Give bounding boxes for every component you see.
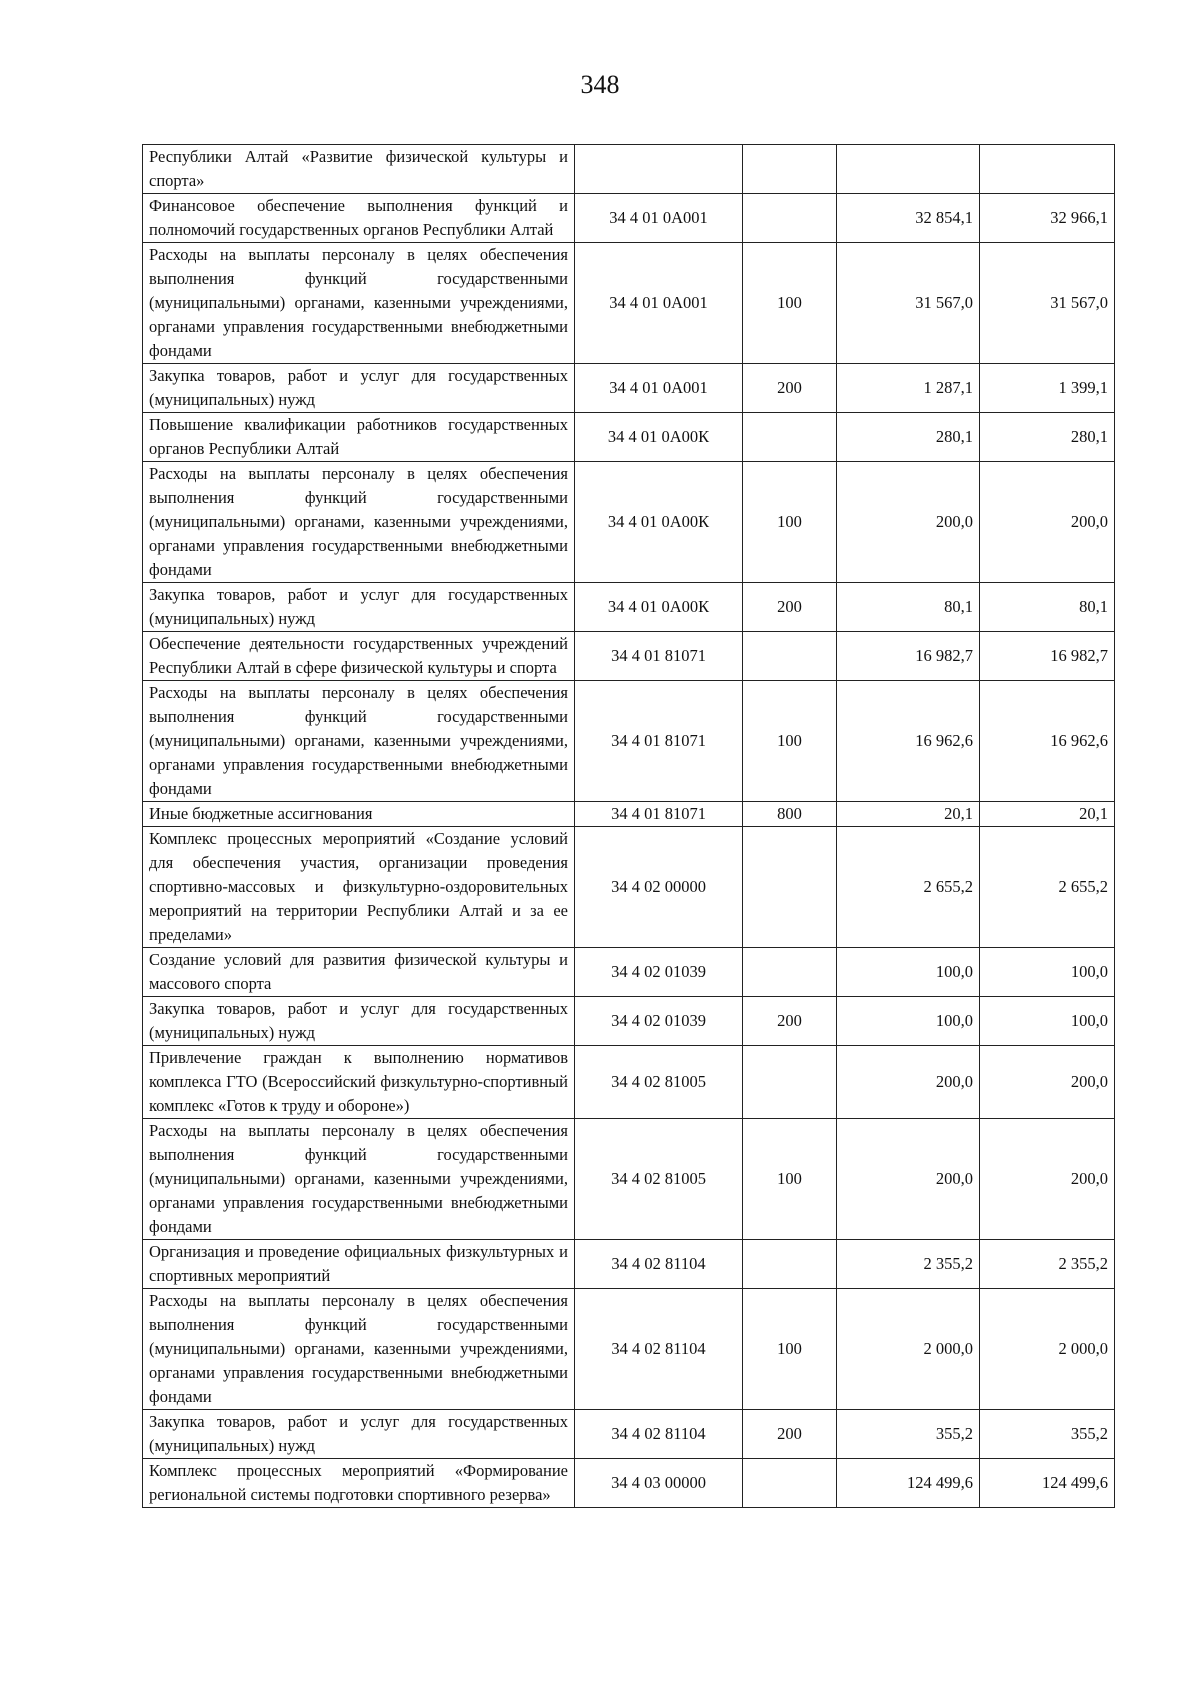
row-code-cell: 34 4 03 00000 xyxy=(575,1459,743,1508)
row-name-cell: Республики Алтай «Развитие физической культуры и спорта» xyxy=(143,145,575,194)
row-amount-1-cell: 16 982,7 xyxy=(837,632,980,681)
row-amount-1-cell: 280,1 xyxy=(837,413,980,462)
row-amount-2-cell: 2 000,0 xyxy=(980,1289,1115,1410)
table-row xyxy=(143,997,1115,1046)
row-amount-2-cell: 16 982,7 xyxy=(980,632,1115,681)
row-amount-2-cell: 2 655,2 xyxy=(980,827,1115,948)
row-amount-1-cell: 355,2 xyxy=(837,1410,980,1459)
row-code-cell: 34 4 01 0А001 xyxy=(575,243,743,364)
row-amount-2-cell: 1 399,1 xyxy=(980,364,1115,413)
row-expense-type-cell xyxy=(743,1240,837,1289)
row-code-cell: 34 4 01 81071 xyxy=(575,681,743,802)
row-amount-2-cell: 200,0 xyxy=(980,1046,1115,1119)
row-code-cell: 34 4 02 81104 xyxy=(575,1289,743,1410)
row-code-cell: 34 4 02 81005 xyxy=(575,1046,743,1119)
row-code-cell: 34 4 02 00000 xyxy=(575,827,743,948)
table-row xyxy=(143,632,1115,681)
row-expense-type-cell xyxy=(743,827,837,948)
row-code-cell: 34 4 02 01039 xyxy=(575,948,743,997)
row-amount-1-cell: 100,0 xyxy=(837,948,980,997)
row-name-cell: Обеспечение деятельности государственных учреждений Республики Алтай в сфере физической культуры и спорта xyxy=(143,632,575,681)
row-name-cell: Создание условий для развития физической культуры и массового спорта xyxy=(143,948,575,997)
row-code-cell: 34 4 02 01039 xyxy=(575,997,743,1046)
table-row xyxy=(143,413,1115,462)
row-amount-1-cell: 31 567,0 xyxy=(837,243,980,364)
row-name-cell: Финансовое обеспечение выполнения функций и полномочий государственных органов Республики Алтай xyxy=(143,194,575,243)
row-expense-type-cell xyxy=(743,194,837,243)
row-name-cell: Расходы на выплаты персоналу в целях обеспечения выполнения функций государственными (муниципальными) органами, казенными учреждениями, органами управления государственными внебюджетными фондами xyxy=(143,1289,575,1410)
row-name-cell: Расходы на выплаты персоналу в целях обеспечения выполнения функций государственными (муниципальными) органами, казенными учреждениями, органами управления государственными внебюджетными фондами xyxy=(143,681,575,802)
row-amount-2-cell: 20,1 xyxy=(980,802,1115,827)
table-row xyxy=(143,364,1115,413)
row-name-cell: Организация и проведение официальных физкультурных и спортивных мероприятий xyxy=(143,1240,575,1289)
table-row xyxy=(143,145,1115,194)
row-name-cell: Закупка товаров, работ и услуг для государственных (муниципальных) нужд xyxy=(143,997,575,1046)
row-name-cell: Расходы на выплаты персоналу в целях обеспечения выполнения функций государственными (муниципальными) органами, казенными учреждениями, органами управления государственными внебюджетными фондами xyxy=(143,243,575,364)
row-amount-1-cell: 200,0 xyxy=(837,1046,980,1119)
table-row xyxy=(143,1119,1115,1240)
row-expense-type-cell: 100 xyxy=(743,1289,837,1410)
row-name-cell: Расходы на выплаты персоналу в целях обеспечения выполнения функций государственными (муниципальными) органами, казенными учреждениями, органами управления государственными внебюджетными фондами xyxy=(143,1119,575,1240)
row-code-cell: 34 4 01 81071 xyxy=(575,802,743,827)
row-amount-2-cell: 124 499,6 xyxy=(980,1459,1115,1508)
table-row xyxy=(143,462,1115,583)
page-number: 348 xyxy=(580,70,620,99)
row-amount-2-cell: 80,1 xyxy=(980,583,1115,632)
row-amount-1-cell: 20,1 xyxy=(837,802,980,827)
row-name-cell: Закупка товаров, работ и услуг для государственных (муниципальных) нужд xyxy=(143,583,575,632)
row-amount-1-cell: 16 962,6 xyxy=(837,681,980,802)
row-amount-1-cell: 200,0 xyxy=(837,462,980,583)
budget-table-body xyxy=(143,145,1115,1508)
row-amount-1-cell: 200,0 xyxy=(837,1119,980,1240)
row-expense-type-cell: 100 xyxy=(743,462,837,583)
table-row xyxy=(143,827,1115,948)
row-expense-type-cell: 200 xyxy=(743,1410,837,1459)
row-amount-1-cell: 2 655,2 xyxy=(837,827,980,948)
table-row xyxy=(143,802,1115,827)
row-amount-1-cell xyxy=(837,145,980,194)
row-expense-type-cell: 200 xyxy=(743,997,837,1046)
row-code-cell: 34 4 01 0А00К xyxy=(575,583,743,632)
table-row xyxy=(143,1046,1115,1119)
table-row xyxy=(143,681,1115,802)
row-amount-2-cell: 32 966,1 xyxy=(980,194,1115,243)
table-row xyxy=(143,1410,1115,1459)
row-name-cell: Повышение квалификации работников государственных органов Республики Алтай xyxy=(143,413,575,462)
row-amount-2-cell: 100,0 xyxy=(980,997,1115,1046)
row-amount-2-cell: 280,1 xyxy=(980,413,1115,462)
row-amount-2-cell: 355,2 xyxy=(980,1410,1115,1459)
table-row xyxy=(143,1240,1115,1289)
row-amount-2-cell: 16 962,6 xyxy=(980,681,1115,802)
row-expense-type-cell: 100 xyxy=(743,1119,837,1240)
row-code-cell: 34 4 02 81104 xyxy=(575,1410,743,1459)
row-amount-2-cell: 200,0 xyxy=(980,462,1115,583)
budget-table xyxy=(142,144,1115,1508)
row-amount-2-cell: 31 567,0 xyxy=(980,243,1115,364)
row-amount-1-cell: 32 854,1 xyxy=(837,194,980,243)
row-expense-type-cell: 100 xyxy=(743,681,837,802)
row-name-cell: Комплекс процессных мероприятий «Формирование региональной системы подготовки спортивного резерва» xyxy=(143,1459,575,1508)
row-name-cell: Закупка товаров, работ и услуг для государственных (муниципальных) нужд xyxy=(143,1410,575,1459)
row-amount-1-cell: 2 000,0 xyxy=(837,1289,980,1410)
row-expense-type-cell xyxy=(743,413,837,462)
row-name-cell: Расходы на выплаты персоналу в целях обеспечения выполнения функций государственными (муниципальными) органами, казенными учреждениями, органами управления государственными внебюджетными фондами xyxy=(143,462,575,583)
row-expense-type-cell xyxy=(743,145,837,194)
row-name-cell: Привлечение граждан к выполнению нормативов комплекса ГТО (Всероссийский физкультурно-спортивный комплекс «Готов к труду и обороне») xyxy=(143,1046,575,1119)
table-row xyxy=(143,583,1115,632)
row-expense-type-cell: 200 xyxy=(743,364,837,413)
row-name-cell: Закупка товаров, работ и услуг для государственных (муниципальных) нужд xyxy=(143,364,575,413)
row-amount-2-cell xyxy=(980,145,1115,194)
row-name-cell: Комплекс процессных мероприятий «Создание условий для обеспечения участия, организации проведения спортивно-массовых и физкультурно-оздоровительных мероприятий на территории Республики Алтай и за ее пределами» xyxy=(143,827,575,948)
row-expense-type-cell xyxy=(743,1046,837,1119)
row-amount-1-cell: 1 287,1 xyxy=(837,364,980,413)
row-expense-type-cell xyxy=(743,948,837,997)
row-amount-2-cell: 2 355,2 xyxy=(980,1240,1115,1289)
table-row xyxy=(143,948,1115,997)
row-expense-type-cell: 800 xyxy=(743,802,837,827)
row-code-cell: 34 4 02 81104 xyxy=(575,1240,743,1289)
row-expense-type-cell: 100 xyxy=(743,243,837,364)
row-amount-1-cell: 80,1 xyxy=(837,583,980,632)
row-code-cell: 34 4 01 0А001 xyxy=(575,364,743,413)
row-amount-1-cell: 2 355,2 xyxy=(837,1240,980,1289)
table-row xyxy=(143,1289,1115,1410)
row-code-cell: 34 4 01 0А00К xyxy=(575,462,743,583)
row-name-cell: Иные бюджетные ассигнования xyxy=(143,802,575,827)
table-row xyxy=(143,243,1115,364)
row-amount-1-cell: 124 499,6 xyxy=(837,1459,980,1508)
row-amount-2-cell: 200,0 xyxy=(980,1119,1115,1240)
row-code-cell: 34 4 01 0А00К xyxy=(575,413,743,462)
row-expense-type-cell xyxy=(743,1459,837,1508)
row-code-cell xyxy=(575,145,743,194)
row-expense-type-cell xyxy=(743,632,837,681)
row-expense-type-cell: 200 xyxy=(743,583,837,632)
table-row xyxy=(143,194,1115,243)
row-amount-2-cell: 100,0 xyxy=(980,948,1115,997)
row-code-cell: 34 4 01 81071 xyxy=(575,632,743,681)
row-code-cell: 34 4 01 0А001 xyxy=(575,194,743,243)
row-amount-1-cell: 100,0 xyxy=(837,997,980,1046)
table-row xyxy=(143,1459,1115,1508)
row-code-cell: 34 4 02 81005 xyxy=(575,1119,743,1240)
